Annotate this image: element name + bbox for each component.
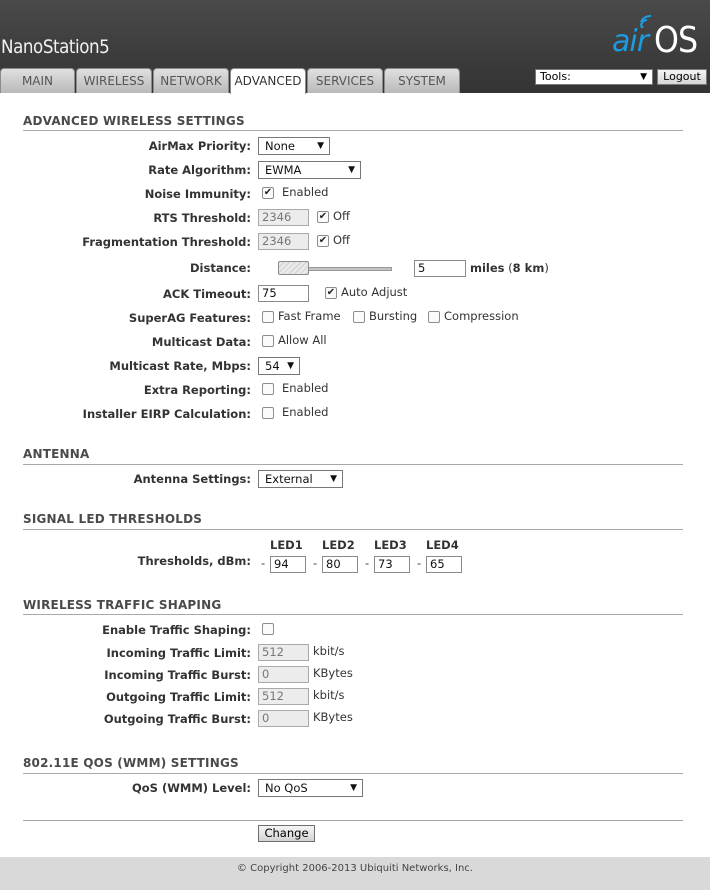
noise-immunity-label: Noise Immunity:: [144, 187, 251, 201]
logo-os-text: OS: [654, 20, 698, 61]
led2-dash: -: [313, 556, 318, 570]
multicast-data-label: Multicast Data:: [151, 335, 251, 349]
led4-dash: -: [417, 556, 422, 570]
airmax-priority-label: AirMax Priority:: [148, 139, 251, 153]
noise-immunity-checkbox[interactable]: [262, 187, 274, 199]
rate-algorithm-label: Rate Algorithm:: [148, 163, 251, 177]
distance-km: 8 km: [512, 261, 545, 275]
thresholds-label: Thresholds, dBm:: [137, 554, 251, 568]
incoming-burst-input[interactable]: 0: [258, 666, 309, 683]
section-title-shaping: WIRELESS TRAFFIC SHAPING: [23, 598, 222, 612]
rts-threshold-input[interactable]: 2346: [258, 209, 309, 226]
outgoing-limit-label: Outgoing Traffic Limit:: [106, 690, 251, 704]
fragmentation-off-checkbox[interactable]: [317, 235, 329, 247]
distance-slider-handle[interactable]: [278, 261, 309, 275]
extra-reporting-text: Enabled: [282, 381, 329, 395]
led3-dash: -: [365, 556, 370, 570]
tab-advanced[interactable]: ADVANCED: [230, 68, 306, 94]
installer-eirp-label: Installer EIRP Calculation:: [82, 407, 251, 421]
dropdown-arrow-icon: ▼: [287, 361, 294, 371]
led4-input[interactable]: 65: [426, 556, 462, 573]
incoming-burst-unit: KBytes: [313, 666, 353, 680]
rate-algorithm-value: EWMA: [265, 163, 302, 177]
compression-text: Compression: [444, 309, 519, 323]
fragmentation-threshold-input[interactable]: 2346: [258, 233, 309, 250]
logo-air-text: air: [612, 24, 649, 59]
led2-input[interactable]: 80: [322, 556, 358, 573]
enable-traffic-shaping-checkbox[interactable]: [262, 623, 274, 635]
tab-wireless[interactable]: WIRELESS: [76, 68, 152, 93]
change-button[interactable]: Change: [258, 825, 315, 842]
fragmentation-threshold-label: Fragmentation Threshold:: [82, 235, 251, 249]
ack-auto-adjust-checkbox[interactable]: [325, 287, 337, 299]
incoming-limit-input[interactable]: 512: [258, 644, 309, 661]
installer-eirp-text: Enabled: [282, 405, 329, 419]
compression-checkbox[interactable]: [428, 311, 440, 323]
multicast-rate-value: 54: [265, 359, 280, 373]
antenna-settings-select[interactable]: [258, 470, 343, 488]
airos-logo: [612, 14, 706, 60]
check-icon: ✔: [263, 187, 273, 198]
dropdown-arrow-icon: ▼: [330, 474, 337, 484]
rts-off-text: Off: [333, 209, 350, 223]
check-icon: ✔: [318, 211, 328, 222]
check-icon: ✔: [318, 235, 328, 246]
tab-network[interactable]: NETWORK: [153, 68, 229, 93]
tools-select[interactable]: [535, 69, 653, 85]
distance-unit-group: [470, 261, 549, 275]
ack-auto-adjust-text: Auto Adjust: [341, 285, 408, 299]
section-title-led: SIGNAL LED THRESHOLDS: [23, 512, 203, 526]
outgoing-limit-unit: kbit/s: [313, 688, 345, 702]
section-title-advanced: ADVANCED WIRELESS SETTINGS: [23, 114, 245, 128]
outgoing-limit-input[interactable]: 512: [258, 688, 309, 705]
header-bar: [0, 0, 710, 93]
tab-services[interactable]: SERVICES: [307, 68, 383, 93]
airmax-priority-value: None: [265, 139, 296, 153]
bursting-checkbox[interactable]: [353, 311, 365, 323]
check-icon: ✔: [326, 287, 336, 298]
dropdown-arrow-icon: ▼: [350, 783, 357, 793]
logout-button[interactable]: Logout: [657, 69, 707, 85]
tab-system[interactable]: SYSTEM: [384, 68, 460, 93]
fast-frame-checkbox[interactable]: [262, 311, 274, 323]
led1-header: LED1: [270, 538, 303, 552]
dropdown-arrow-icon: ▼: [640, 72, 647, 82]
dropdown-arrow-icon: ▼: [317, 141, 324, 151]
incoming-limit-label: Incoming Traffic Limit:: [106, 646, 251, 660]
superag-features-label: SuperAG Features:: [128, 311, 251, 325]
rts-off-checkbox[interactable]: [317, 211, 329, 223]
enable-traffic-shaping-label: Enable Traffic Shaping:: [102, 623, 251, 637]
incoming-burst-label: Incoming Traffic Burst:: [104, 668, 251, 682]
footer-copyright: © Copyright 2006-2013 Ubiquiti Networks, Inc.: [0, 857, 710, 890]
antenna-settings-label: Antenna Settings:: [133, 472, 251, 486]
qos-level-label: QoS (WMM) Level:: [131, 781, 251, 795]
outgoing-burst-label: Outgoing Traffic Burst:: [103, 712, 251, 726]
allow-all-text: Allow All: [278, 333, 327, 347]
airmax-priority-select[interactable]: [258, 137, 330, 155]
led4-header: LED4: [426, 538, 459, 552]
fragmentation-off-text: Off: [333, 233, 350, 247]
led3-input[interactable]: 73: [374, 556, 410, 573]
multicast-rate-select[interactable]: [258, 357, 300, 375]
dropdown-arrow-icon: ▼: [348, 165, 355, 175]
allow-all-checkbox[interactable]: [262, 335, 274, 347]
outgoing-burst-unit: KBytes: [313, 710, 353, 724]
device-name: NanoStation5: [1, 36, 110, 58]
extra-reporting-checkbox[interactable]: [262, 383, 274, 395]
qos-level-value: No QoS: [265, 781, 308, 795]
led1-input[interactable]: 94: [270, 556, 306, 573]
led1-dash: -: [261, 556, 266, 570]
tab-main[interactable]: MAIN: [0, 68, 75, 93]
noise-immunity-text: Enabled: [282, 185, 329, 199]
section-divider: [23, 130, 683, 131]
section-title-antenna: ANTENNA: [23, 447, 90, 461]
incoming-limit-unit: kbit/s: [313, 644, 345, 658]
ack-timeout-label: ACK Timeout:: [162, 287, 251, 301]
rate-algorithm-select[interactable]: [258, 161, 361, 179]
section-divider: [23, 773, 683, 774]
distance-label: Distance:: [190, 261, 251, 275]
led2-header: LED2: [322, 538, 355, 552]
distance-unit: miles: [470, 261, 505, 275]
section-divider: [23, 529, 683, 530]
installer-eirp-checkbox[interactable]: [262, 407, 274, 419]
distance-input[interactable]: 5: [414, 260, 466, 277]
section-divider: [23, 614, 683, 615]
rts-threshold-label: RTS Threshold:: [153, 211, 251, 225]
antenna-settings-value: External: [265, 472, 313, 486]
fast-frame-text: Fast Frame: [278, 309, 341, 323]
distance-km-open: (: [508, 261, 513, 275]
section-divider: [23, 820, 683, 821]
extra-reporting-label: Extra Reporting:: [143, 383, 251, 397]
led3-header: LED3: [374, 538, 407, 552]
section-title-qos: 802.11E QOS (WMM) SETTINGS: [23, 756, 239, 770]
bursting-text: Bursting: [369, 309, 418, 323]
section-divider: [23, 464, 683, 465]
multicast-rate-label: Multicast Rate, Mbps:: [109, 359, 251, 373]
qos-level-select[interactable]: [258, 779, 363, 797]
outgoing-burst-input[interactable]: 0: [258, 710, 309, 727]
distance-km-close: ): [544, 261, 549, 275]
ack-timeout-input[interactable]: 75: [258, 285, 309, 302]
tools-select-value: Tools:: [540, 70, 571, 83]
